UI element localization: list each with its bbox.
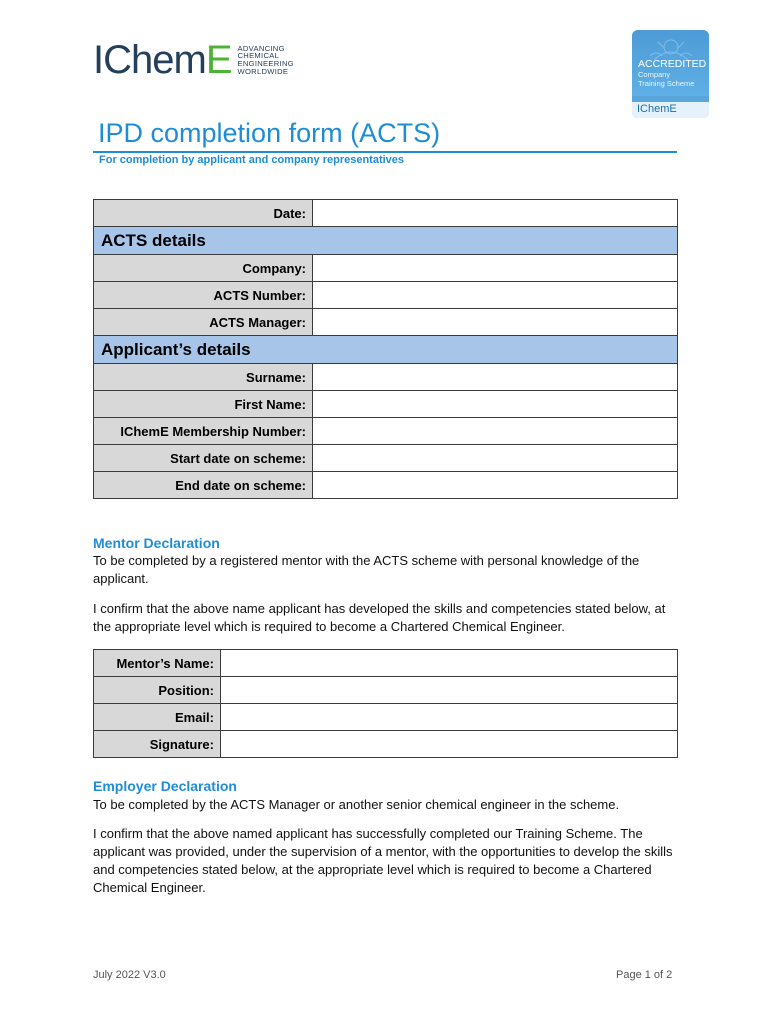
page-subtitle: For completion by applicant and company representatives (99, 154, 405, 166)
date-label: Date: (94, 200, 313, 227)
mentor-email-field[interactable] (221, 704, 678, 731)
date-field[interactable] (313, 200, 678, 227)
surname-field[interactable] (313, 364, 678, 391)
mentor-name-label: Mentor’s Name: (94, 650, 221, 677)
end-date-label: End date on scheme: (94, 472, 313, 499)
mentor-name-field[interactable] (221, 650, 678, 677)
membership-number-label: IChemE Membership Number: (94, 418, 313, 445)
company-field[interactable] (313, 255, 678, 282)
mentor-declaration-heading: Mentor Declaration (93, 535, 220, 551)
mentor-intro-text: To be completed by a registered mentor with the ACTS scheme with personal knowledge of the applicant. (93, 553, 640, 586)
mentor-form-table (93, 649, 678, 758)
surname-label: Surname: (94, 364, 313, 391)
logo-wordmark: IChemE (93, 38, 232, 82)
start-date-label: Start date on scheme: (94, 445, 313, 472)
employer-declaration-heading: Employer Declaration (93, 778, 237, 794)
company-label: Company: (94, 255, 313, 282)
details-form-table (93, 199, 678, 499)
acts-number-label: ACTS Number: (94, 282, 313, 309)
end-date-field[interactable] (313, 472, 678, 499)
applicant-details-heading: Applicant’s details (94, 336, 678, 364)
title-divider (93, 151, 677, 153)
page-title: IPD completion form (ACTS) (98, 118, 441, 148)
acts-manager-label: ACTS Manager: (94, 309, 313, 336)
membership-number-field[interactable] (313, 418, 678, 445)
mentor-position-field[interactable] (221, 677, 678, 704)
acts-details-heading: ACTS details (94, 227, 678, 255)
mentor-signature-label: Signature: (94, 731, 221, 758)
footer-version: July 2022 V3.0 (93, 969, 166, 981)
mentor-email-label: Email: (94, 704, 221, 731)
first-name-field[interactable] (313, 391, 678, 418)
first-name-label: First Name: (94, 391, 313, 418)
icheme-logo (93, 40, 294, 80)
logo-tagline: ADVANCING CHEMICAL ENGINEERING WORLDWIDE (237, 43, 294, 76)
mentor-position-label: Position: (94, 677, 221, 704)
acts-number-field[interactable] (313, 282, 678, 309)
start-date-field[interactable] (313, 445, 678, 472)
employer-statement-text: I confirm that the above named applicant has successfully completed our Training Scheme. The applicant was provided, under the supervision of a mentor, with the opportunities to develop the skills and competencies stated below, at the appropriate level which is required to become a Chartered Chemical Engineer. (93, 826, 673, 895)
employer-intro-text: To be completed by the ACTS Manager or another senior chemical engineer in the scheme. (93, 797, 620, 812)
accreditation-badge: ACCREDITED Company Training Scheme IChemE (632, 30, 709, 118)
mentor-statement-text: I confirm that the above name applicant has developed the skills and competencies stated below, at the appropriate level which is required to become a Chartered Chemical Engineer. (93, 601, 666, 634)
acts-manager-field[interactable] (313, 309, 678, 336)
mentor-signature-field[interactable] (221, 731, 678, 758)
footer-page-number: Page 1 of 2 (616, 969, 673, 981)
